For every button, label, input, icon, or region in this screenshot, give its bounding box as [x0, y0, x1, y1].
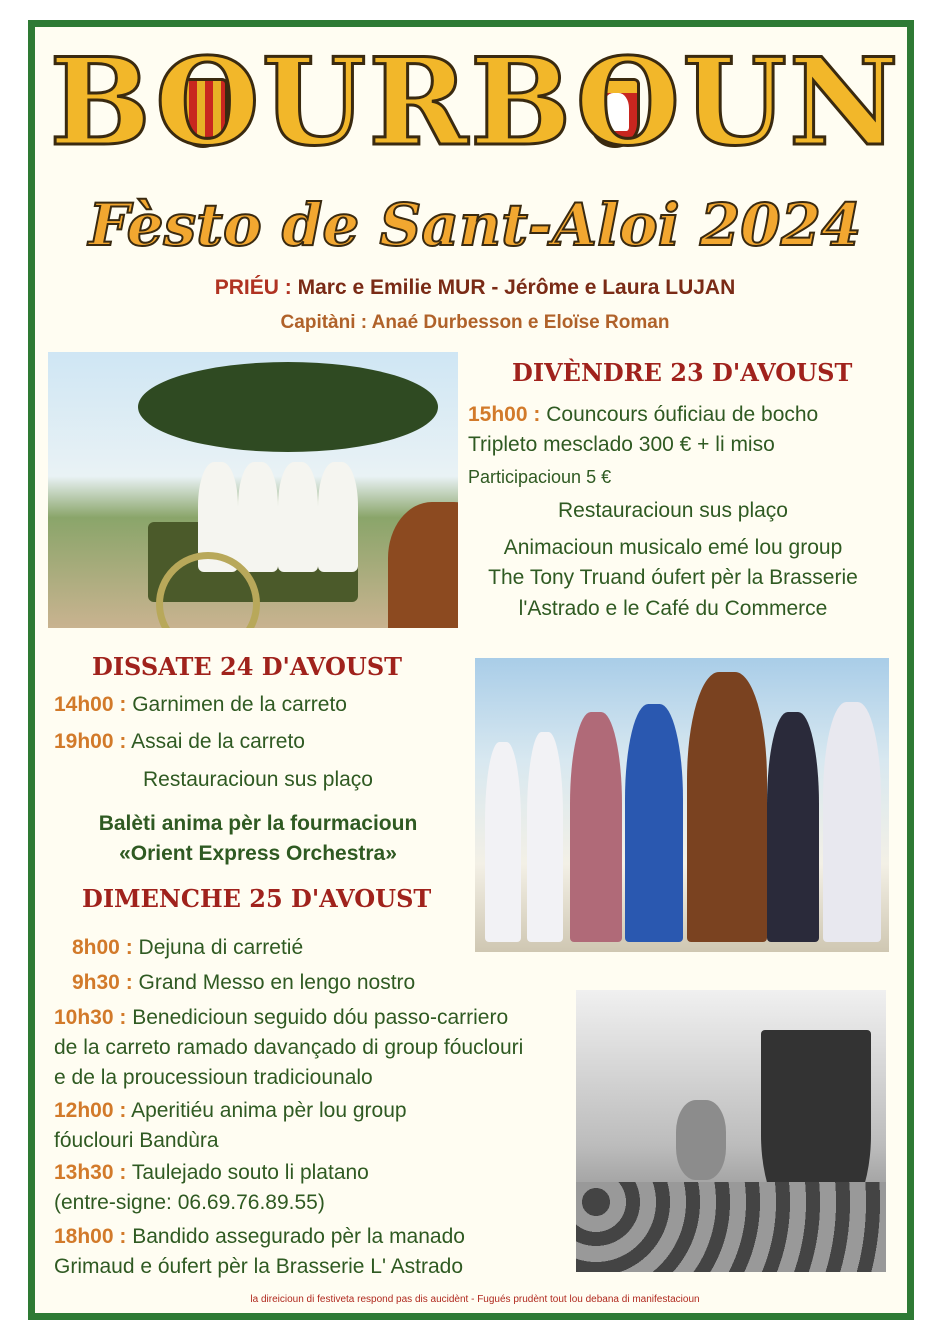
sunday-time-6: 18h00 :	[54, 1225, 127, 1248]
friday-line-7: l'Astrado e le Café du Commerce	[518, 597, 828, 620]
friday-line-2: Tripleto mesclado 300 € + li miso	[468, 433, 775, 456]
sunday-time-3: 10h30 :	[54, 1006, 127, 1029]
friday-line-5: Animacioun musicalo emé lou group	[503, 536, 843, 559]
friday-line-1	[468, 400, 818, 430]
sunday-line-3c: e de la proucessioun tradiciounalo	[54, 1066, 373, 1089]
friday-time-1: 15h00 :	[468, 403, 541, 426]
sunday-heading: DIMENCHE 25 D'AVOUST	[82, 884, 432, 913]
carriage-children-photo	[48, 352, 458, 628]
prieu-names: Marc e Emilie MUR - Jérôme e Laura LUJAN	[297, 276, 736, 299]
sunday-line-6b: Grimaud e óufert pèr la Brasserie L' Astrado	[54, 1255, 464, 1278]
saturday-time-1: 14h00 :	[54, 693, 127, 716]
saturday-time-2: 19h00 :	[54, 730, 127, 753]
poster-subtitle: Fèsto de Sant-Aloi 2024	[88, 191, 862, 259]
sunday-time-2: 9h30 :	[72, 971, 133, 994]
saturday-line-5: «Orient Express Orchestra»	[119, 842, 397, 865]
saturday-line-2	[54, 727, 305, 757]
prieu-label: PRIÉU :	[214, 276, 292, 299]
friday-event-1: Councours óuficiau de bocho	[546, 403, 819, 426]
sunday-event-3: Benedicioun seguido dóu passo-carriero	[132, 1006, 509, 1029]
sunday-event-5: Taulejado souto li platano	[131, 1161, 369, 1184]
poster-title: BOURBOUN	[49, 32, 901, 173]
sunday-time-1: 8h00 :	[72, 936, 133, 959]
sunday-time-4: 12h00 :	[54, 1099, 127, 1122]
sunday-line-6	[54, 1222, 465, 1252]
costumed-group-horse-photo	[475, 658, 889, 952]
footer-disclaimer: la direicioun di festiveta respond pas dis aucidènt - Fugués prudènt tout lou debana di manifestacioun	[250, 1294, 700, 1305]
sunday-line-1	[72, 933, 303, 963]
saturday-line-4: Balèti anima pèr la fourmacioun	[98, 812, 418, 835]
sunday-time-5: 13h30 :	[54, 1161, 127, 1184]
saturday-line-3: Restauracioun sus plaço	[143, 768, 373, 791]
sunday-line-4b: fóuclouri Bandùra	[54, 1129, 219, 1152]
sunday-event-6: Bandido assegurado pèr la manado	[132, 1225, 465, 1248]
prieu-line	[0, 276, 950, 300]
friday-line-4: Restauracioun sus plaço	[558, 499, 788, 522]
sunday-event-1: Dejuna di carretié	[138, 936, 304, 959]
sunday-line-2	[72, 968, 415, 998]
sunday-line-5	[54, 1158, 369, 1188]
sunday-line-3b: de la carreto ramado davançado di group fóuclouri	[54, 1036, 524, 1059]
capitani-line: Capitàni : Anaé Durbesson e Eloïse Roman	[280, 312, 670, 333]
friday-line-6: The Tony Truand óufert pèr la Brasserie	[488, 566, 858, 589]
saturday-event-2: Assai de la carreto	[131, 730, 305, 753]
sunday-line-5b: (entre-signe: 06.69.76.89.55)	[54, 1191, 325, 1214]
procession-banner-photo	[576, 990, 886, 1272]
saturday-heading: DISSATE 24 D'AVOUST	[92, 652, 403, 681]
sunday-event-4: Aperitiéu anima pèr lou group	[131, 1099, 407, 1122]
friday-line-3: Participacioun 5 €	[468, 467, 612, 487]
saturday-event-1: Garnimen de la carreto	[132, 693, 347, 716]
saturday-line-1	[54, 690, 347, 720]
sunday-event-2: Grand Messo en lengo nostro	[138, 971, 416, 994]
sunday-line-4	[54, 1096, 407, 1126]
sunday-line-3	[54, 1003, 508, 1033]
friday-heading: DIVÈNDRE 23 D'AVOUST	[512, 358, 853, 387]
